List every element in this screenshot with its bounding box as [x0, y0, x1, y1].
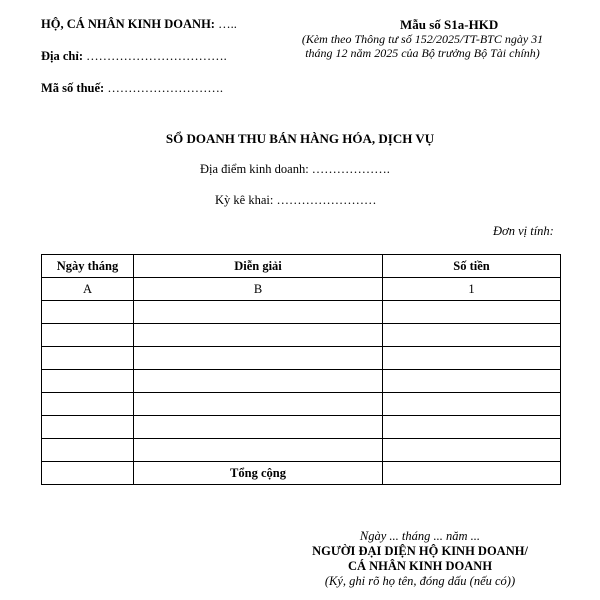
- table-cell: [383, 439, 561, 462]
- address-line: [41, 49, 227, 64]
- form-code: Mẫu số S1a-HKD: [400, 17, 499, 32]
- table-cell: [134, 347, 383, 370]
- table-row: [42, 370, 561, 393]
- table-cell: [383, 393, 561, 416]
- signature-role-line-1: NGƯỜI ĐẠI DIỆN HỘ KINH DOANH/: [312, 544, 528, 558]
- business-name-line: [41, 17, 237, 32]
- table-row: [42, 324, 561, 347]
- business-name-label: HỘ, CÁ NHÂN KINH DOANH:: [41, 17, 215, 31]
- code-cell-description: B: [134, 278, 383, 301]
- table-cell: [134, 393, 383, 416]
- col-header-description: Diễn giải: [134, 255, 383, 278]
- total-label: Tổng cộng: [134, 462, 383, 485]
- table-row: [42, 393, 561, 416]
- form-note-line-1: (Kèm theo Thông tư số 152/2025/TT-BTC ngày 31: [301, 32, 544, 46]
- table-cell: [42, 301, 134, 324]
- table-row: [42, 439, 561, 462]
- revenue-table: [41, 254, 561, 485]
- table-cell: [42, 347, 134, 370]
- table-cell: [134, 370, 383, 393]
- table-cell: [134, 324, 383, 347]
- table-cell: [134, 301, 383, 324]
- table-cell: [134, 416, 383, 439]
- signature-instruction: (Ký, ghi rõ họ tên, đóng dấu (nếu có)): [324, 574, 516, 588]
- total-cell-amount: [383, 462, 561, 485]
- table-row: [42, 416, 561, 439]
- col-header-date: Ngày tháng: [42, 255, 134, 278]
- table-row: [42, 347, 561, 370]
- business-name-dots: …..: [218, 17, 237, 31]
- tax-code-dots: ……………………….: [107, 81, 223, 95]
- signature-role-line-2: CÁ NHÂN KINH DOANH: [347, 559, 493, 573]
- signature-date-line: Ngày ... tháng ... năm ...: [359, 529, 481, 543]
- col-header-amount: Số tiền: [383, 255, 561, 278]
- table-cell: [42, 393, 134, 416]
- code-cell-amount: 1: [383, 278, 561, 301]
- table-header-row: [42, 255, 561, 278]
- table-cell: [383, 416, 561, 439]
- address-dots: …………………………….: [86, 49, 227, 63]
- unit-label: Đơn vị tính:: [493, 224, 554, 238]
- table-cell: [42, 324, 134, 347]
- form-note-line-2: tháng 12 năm 2025 của Bộ trưởng Bộ Tài chính): [305, 46, 540, 60]
- address-label: Địa chỉ:: [41, 49, 84, 63]
- table-cell: [383, 301, 561, 324]
- signature-block: [250, 529, 590, 589]
- table-cell: [42, 416, 134, 439]
- table-row: [42, 301, 561, 324]
- total-cell-date: [42, 462, 134, 485]
- business-location-field: Địa điểm kinh doanh: ……………….: [200, 162, 390, 176]
- declaration-period-field: Kỳ kê khai: ……………………: [215, 193, 377, 207]
- table-cell: [383, 324, 561, 347]
- table-cell: [42, 370, 134, 393]
- table-code-row: [42, 278, 561, 301]
- tax-code-label: Mã số thuế:: [41, 81, 105, 95]
- table-cell: [383, 370, 561, 393]
- tax-code-line: [41, 81, 223, 96]
- table-cell: [383, 347, 561, 370]
- table-total-row: [42, 462, 561, 485]
- table-cell: [42, 439, 134, 462]
- form-note: [285, 32, 560, 60]
- table-cell: [134, 439, 383, 462]
- document-title: SỔ DOANH THU BÁN HÀNG HÓA, DỊCH VỤ: [165, 131, 435, 146]
- code-cell-date: A: [42, 278, 134, 301]
